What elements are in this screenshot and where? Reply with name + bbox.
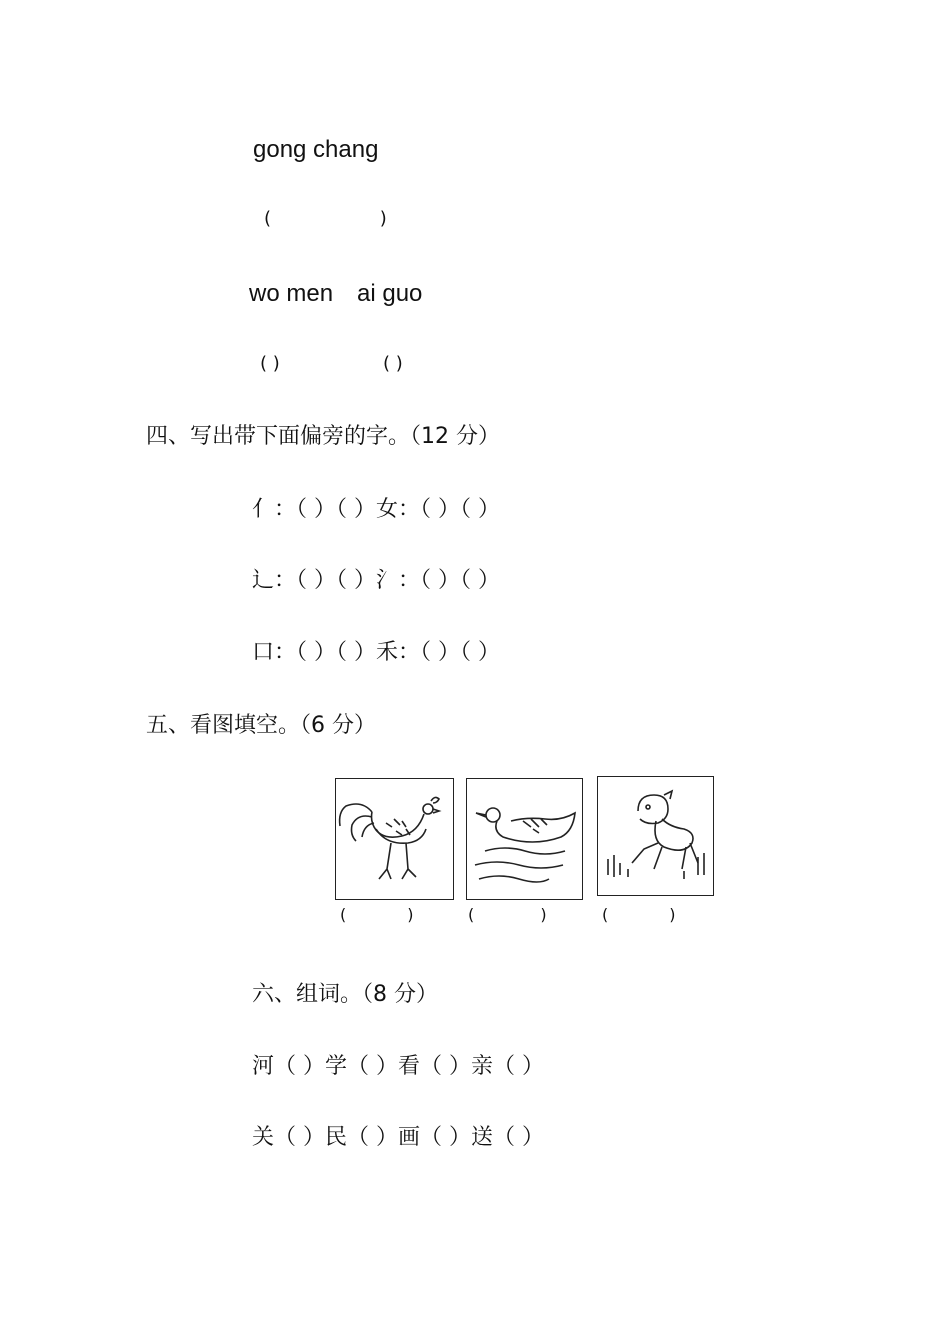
- duck-icon: [466, 778, 583, 900]
- word-group-row: 关（ ）民（ ）画（ ）送（ ）: [252, 1125, 544, 1150]
- answer-blank[interactable]: ( ): [264, 208, 387, 229]
- answer-blank[interactable]: ( ): [260, 353, 280, 374]
- answer-blank[interactable]: ( ): [383, 353, 403, 374]
- picture-answer-blank[interactable]: ( ): [340, 905, 414, 924]
- picture-answer-blank[interactable]: ( ): [602, 905, 676, 924]
- section-6-title: 六、组词。（8 分）: [252, 982, 438, 1007]
- word-group-row: 河（ ）学（ ）看（ ）亲（ ）: [252, 1054, 544, 1079]
- radical-row: 辶：（ ）（ ）氵：（ ）（ ）: [252, 568, 500, 593]
- radical-row: 亻：（ ）（ ）女：（ ）（ ）: [252, 497, 500, 522]
- rooster-icon: [335, 778, 454, 900]
- section-4-title: 四、写出带下面偏旁的字。（12 分）: [146, 424, 500, 449]
- pinyin-gong-chang: gong chang: [253, 136, 379, 163]
- lamb-icon: [597, 776, 714, 896]
- pinyin-wo-men: wo men: [249, 280, 334, 307]
- section-5-title: 五、看图填空。（6 分）: [146, 713, 376, 738]
- picture-answer-blank[interactable]: ( ): [468, 905, 547, 924]
- radical-row: 口：（ ）（ ）禾：（ ）（ ）: [252, 640, 500, 665]
- pinyin-ai-guo: ai guo: [357, 280, 423, 307]
